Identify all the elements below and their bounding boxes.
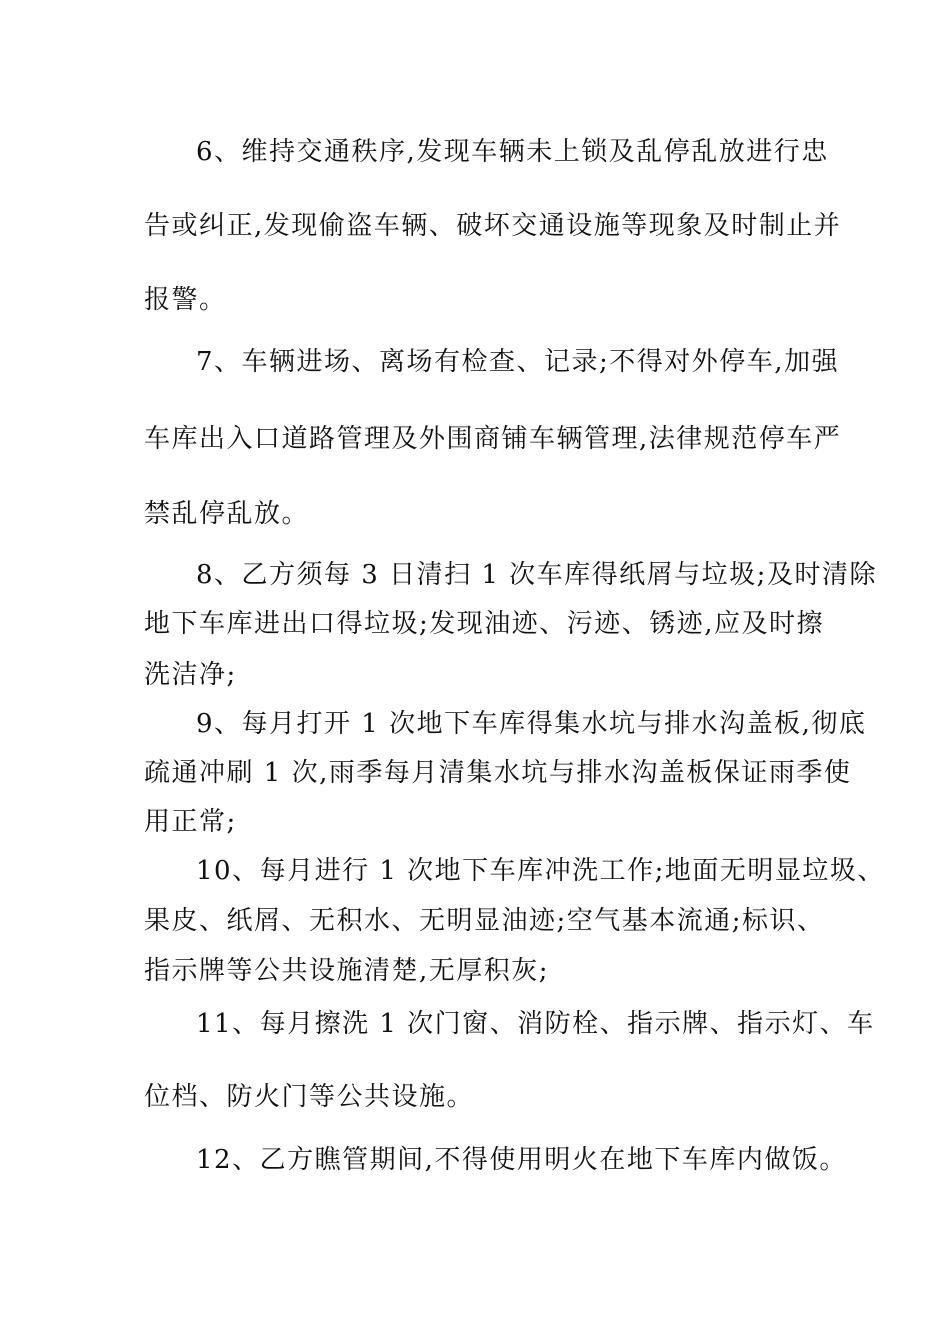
paragraph-6-line-1: 6、维持交通秩序,发现车辆未上锁及乱停乱放进行忠 xyxy=(196,137,829,167)
paragraph-11-line-2: 位档、防火门等公共设施。 xyxy=(144,1082,475,1112)
paragraph-8-line-2: 地下车库进出口得垃圾;发现油迹、污迹、锈迹,应及时擦 xyxy=(144,609,825,639)
paragraph-9-line-3: 用正常; xyxy=(144,807,237,837)
paragraph-10-line-2: 果皮、纸屑、无积水、无明显油迹;空气基本流通;标识、 xyxy=(144,906,825,936)
paragraph-12-line-1: 12、乙方瞧管期间,不得使用明火在地下车库内做饭。 xyxy=(196,1145,847,1175)
paragraph-8-line-1: 8、乙方须每 3 日清扫 1 次车库得纸屑与垃圾;及时清除 xyxy=(196,560,877,590)
paragraph-9-line-2: 疏通冲刷 1 次,雨季每月清集水坑与排水沟盖板保证雨季使 xyxy=(144,758,852,788)
paragraph-9-line-1: 9、每月打开 1 次地下车库得集水坑与排水沟盖板,彻底 xyxy=(196,709,867,739)
paragraph-7-line-2: 车库出入口道路管理及外围商铺车辆管理,法律规范停车严 xyxy=(144,424,842,454)
paragraph-11-line-1: 11、每月擦洗 1 次门窗、消防栓、指示牌、指示灯、车 xyxy=(196,1009,875,1039)
paragraph-10-line-1: 10、每月进行 1 次地下车库冲洗工作;地面无明显垃圾、 xyxy=(196,856,885,886)
paragraph-7-line-3: 禁乱停乱放。 xyxy=(144,499,310,529)
paragraph-10-line-3: 指示牌等公共设施清楚,无厚积灰; xyxy=(144,956,550,986)
paragraph-6-line-3: 报警。 xyxy=(144,285,227,315)
paragraph-8-line-3: 洗洁净; xyxy=(144,660,237,690)
paragraph-7-line-1: 7、车辆进场、离场有检查、记录;不得对外停车,加强 xyxy=(196,347,840,377)
paragraph-6-line-2: 告或纠正,发现偷盗车辆、破坏交通设施等现象及时制止并 xyxy=(144,211,842,241)
